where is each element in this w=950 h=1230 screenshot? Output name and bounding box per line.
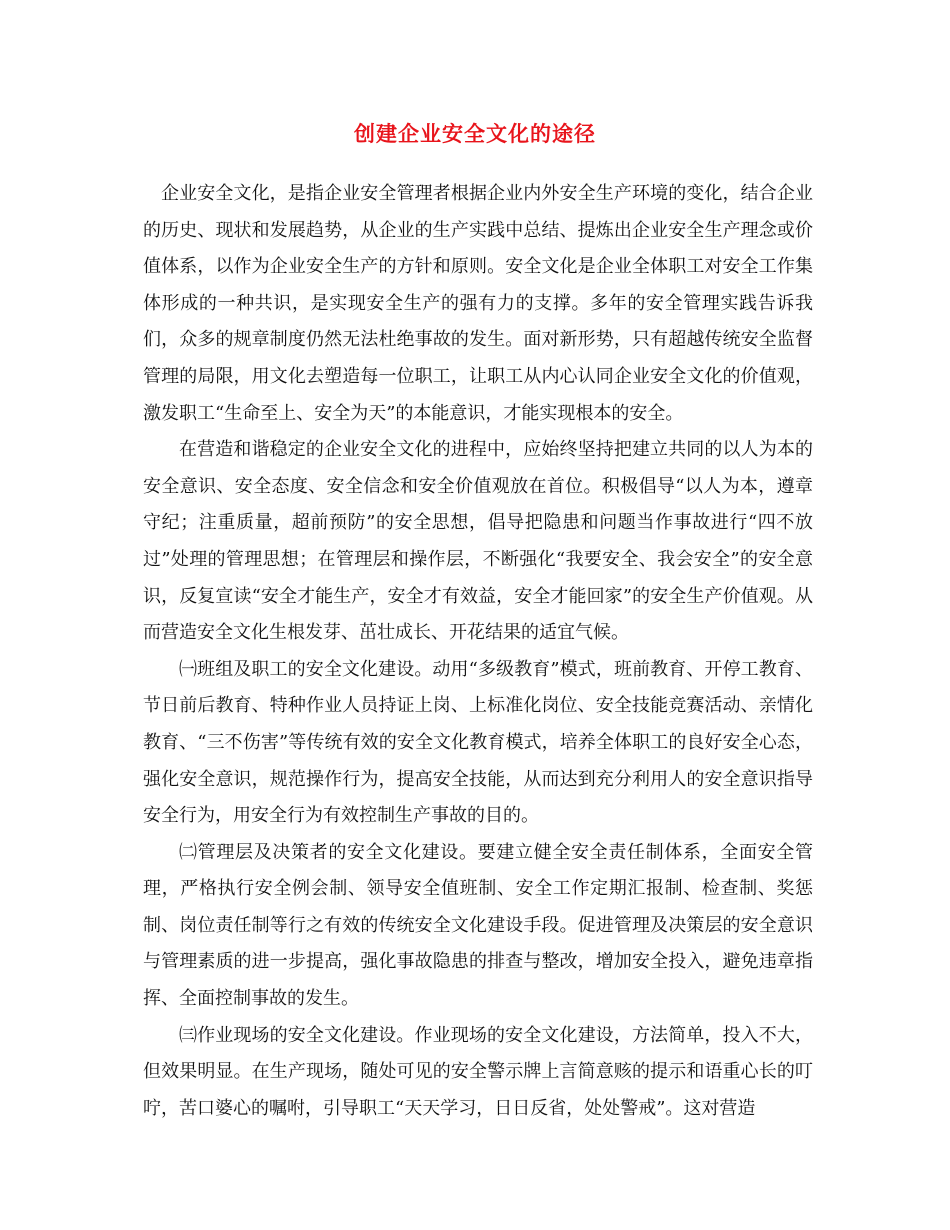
paragraph-harmony: 在营造和谐稳定的企业安全文化的进程中，应始终坚持把建立共同的以人为本的安全意识、安全态度、安全信念和安全价值观放在首位。积极倡导“以人为本，遵章守纪；注重质量，超前预防”的安全思想，倡导把隐患和问题当作事故进行“四不放过”处理的管理思想；在管理层和操作层，不断强化“我要安全、我会安全”的安全意识，反复宣读“安全才能生产，安全才有效益，安全才能回家”的安全生产价值观。从而营造安全文化生根发芽、茁壮成长、开花结果的适宜气候。 xyxy=(143,439,813,644)
paragraph-team-culture: ㈠班组及职工的安全文化建设。动用“多级教育”模式，班前教育、开停工教育、节日前后教育、特种作业人员持证上岗、上标准化岗位、安全技能竞赛活动、亲情化教育、“三不伤害”等传统有效的安全文化教育模式，培养全体职工的良好安全心态，强化安全意识，规范操作行为，提高安全技能，从而达到充分利用人的安全意识指导安全行为，用安全行为有效控制生产事故的目的。 xyxy=(143,658,813,827)
paragraph-worksite-culture: ㈢作业现场的安全文化建设。作业现场的安全文化建设，方法简单，投入不大，但效果明显。在生产现场，随处可见的安全警示牌上言简意赅的提示和语重心长的叮咛，苦口婆心的嘱咐，引导职工“天天学习，日日反省，处处警戒”。这对营造 xyxy=(143,1024,813,1119)
paragraph-management-culture: ㈡管理层及决策者的安全文化建设。要建立健全安全责任制体系，全面安全管理，严格执行安全例会制、领导安全值班制、安全工作定期汇报制、检查制、奖惩制、岗位责任制等行之有效的传统安全文化建设手段。促进管理及决策层的安全意识与管理素质的进一步提高，强化事故隐患的排查与整改，增加安全投入，避免违章指挥、全面控制事故的发生。 xyxy=(143,841,813,1010)
paragraph-intro: 企业安全文化，是指企业安全管理者根据企业内外安全生产环境的变化，结合企业的历史、现状和发展趋势，从企业的生产实践中总结、提炼出企业安全生产理念或价值体系，以作为企业安全生产的方针和原则。安全文化是企业全体职工对安全工作集体形成的一种共识，是实现安全生产的强有力的支撑。多年的安全管理实践告诉我们，众多的规章制度仍然无法杜绝事故的发生。面对新形势，只有超越传统安全监督管理的局限，用文化去塑造每一位职工，让职工从内心认同企业安全文化的价值观，激发职工“生命至上、安全为天”的本能意识，才能实现根本的安全。 xyxy=(143,183,813,424)
document-title: 创建企业安全文化的途径 xyxy=(354,121,596,146)
document-body xyxy=(143,176,813,1127)
